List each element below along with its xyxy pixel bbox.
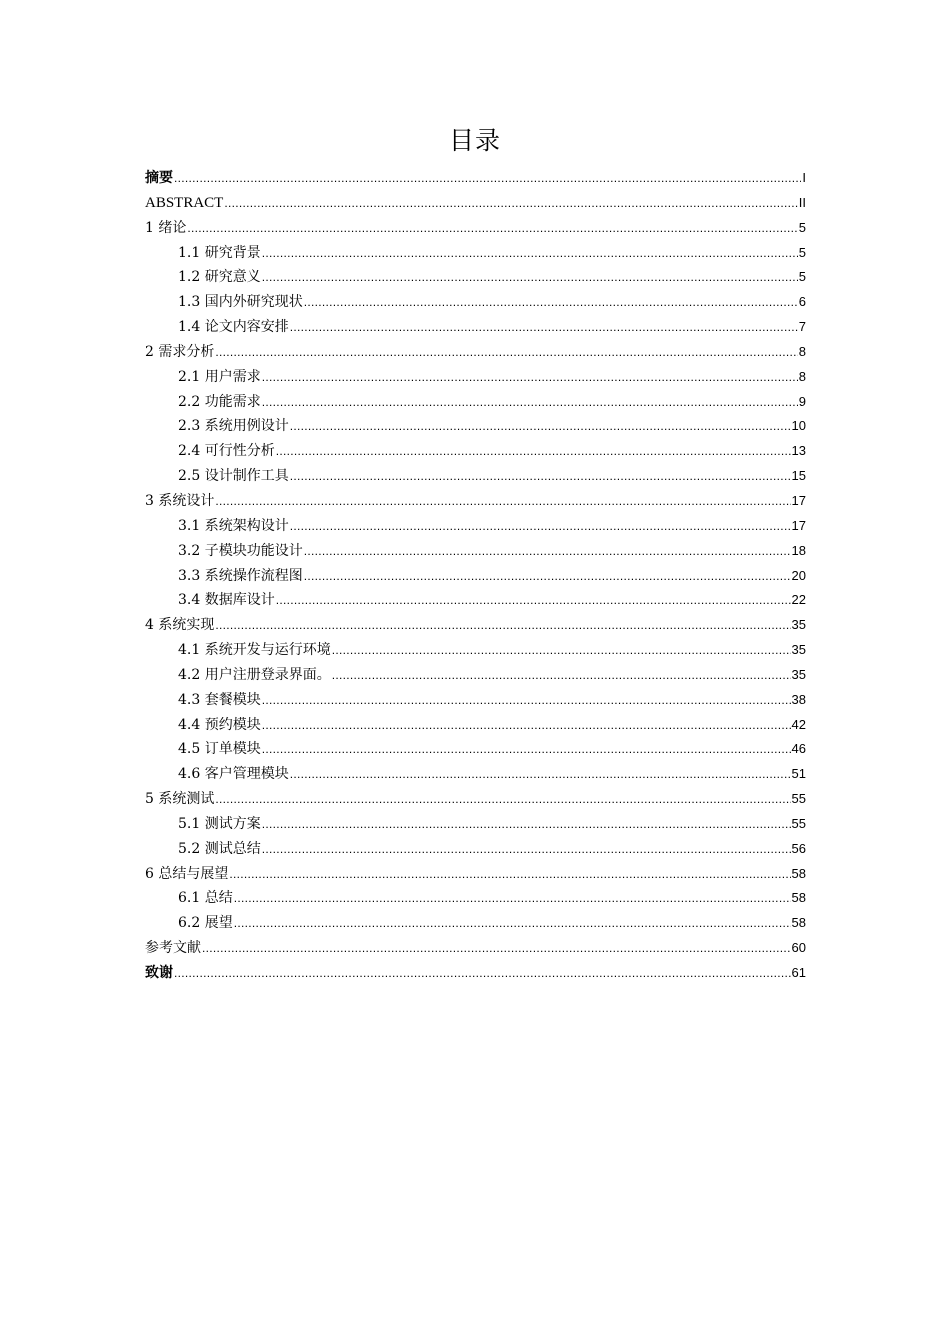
toc-entry-page: II [798, 194, 806, 210]
toc-entry-label: 4.3 套餐模块 [178, 691, 261, 708]
toc-entry[interactable] [145, 613, 806, 638]
toc-dot-leader [174, 961, 791, 986]
toc-entry-label: 6.2 展望 [178, 915, 233, 932]
toc-entry-page: 6 [798, 294, 806, 310]
toc-entry[interactable] [145, 961, 806, 986]
toc-entry-page: 9 [798, 393, 806, 409]
toc-entry-label: 1.1 研究背景 [178, 244, 261, 261]
toc-entry[interactable] [145, 588, 806, 613]
toc-dot-leader [262, 390, 798, 415]
toc-entry[interactable] [145, 837, 806, 862]
toc-dot-leader [234, 886, 791, 911]
toc-dot-leader [187, 216, 797, 241]
toc-entry[interactable] [145, 414, 806, 439]
toc-entry-page: 35 [791, 617, 806, 633]
toc-entry-label: 3.3 系统操作流程图 [178, 567, 303, 584]
toc-dot-leader [229, 862, 790, 887]
toc-entry-page: 17 [791, 492, 806, 508]
toc-entry-page: 35 [791, 642, 806, 658]
toc-dot-leader [332, 663, 791, 688]
toc-entry-label: 1 绪论 [145, 219, 187, 236]
toc-entry-label: 致谢 [145, 965, 173, 981]
toc-entry-page: 8 [798, 368, 806, 384]
toc-entry[interactable] [145, 737, 806, 762]
toc-entry[interactable] [145, 241, 806, 266]
toc-entry-page: 5 [798, 219, 806, 235]
toc-entry-label: 6 总结与展望 [145, 865, 229, 882]
toc-entry-label: 1.3 国内外研究现状 [178, 294, 303, 311]
toc-entry[interactable] [145, 638, 806, 663]
toc-entry-page: I [802, 170, 806, 185]
toc-entry-label: 4.5 订单模块 [178, 741, 261, 758]
toc-entry-page: 8 [798, 343, 806, 359]
toc-entry-label: 1.4 论文内容安排 [178, 319, 289, 336]
toc-entry-page: 61 [791, 965, 806, 980]
toc-dot-leader [202, 936, 791, 961]
toc-entry-page: 7 [798, 319, 806, 335]
page-title: 目录 [448, 126, 501, 155]
toc-entry[interactable] [145, 514, 806, 539]
toc-entry[interactable] [145, 489, 806, 514]
toc-dot-leader [290, 762, 791, 787]
toc-entry-page: 51 [791, 766, 806, 782]
toc-entry[interactable] [145, 290, 806, 315]
toc-entry-page: 42 [791, 716, 806, 732]
toc-entry[interactable] [145, 911, 806, 936]
toc-entry-label: 2.4 可行性分析 [178, 443, 275, 460]
toc-entry-label: 4.4 预约模块 [178, 716, 261, 733]
toc-dot-leader [290, 414, 791, 439]
toc-dot-leader [304, 564, 791, 589]
toc-entry-page: 5 [798, 244, 806, 260]
toc-entry[interactable] [145, 365, 806, 390]
toc-dot-leader [224, 191, 797, 216]
toc-dot-leader [174, 166, 801, 191]
toc-entry[interactable] [145, 191, 806, 216]
toc-dot-leader [276, 588, 791, 613]
toc-entry-label: 3.1 系统架构设计 [178, 517, 289, 534]
toc-entry[interactable] [145, 464, 806, 489]
toc-entry-page: 10 [791, 418, 806, 434]
toc-entry-page: 13 [791, 443, 806, 459]
toc-entry-label: 摘要 [145, 170, 173, 186]
toc-entry[interactable] [145, 265, 806, 290]
toc-dot-leader [276, 439, 791, 464]
toc-entry-label: 5.1 测试方案 [178, 815, 261, 832]
toc-entry-label: 2.3 系统用例设计 [178, 418, 289, 435]
toc-entry-page: 56 [791, 840, 806, 856]
toc-entry[interactable] [145, 166, 806, 191]
toc-entry-page: 35 [791, 666, 806, 682]
toc-entry-label: 4.1 系统开发与运行环境 [178, 642, 331, 659]
toc-dot-leader [262, 241, 798, 266]
toc-entry-page: 60 [791, 940, 806, 956]
toc-dot-leader [262, 812, 791, 837]
toc-entry-page: 55 [791, 791, 806, 807]
toc-entry-label: 6.1 总结 [178, 890, 233, 907]
toc-entry-label: 3.2 子模块功能设计 [178, 542, 303, 559]
toc-entry-label: 5 系统测试 [145, 791, 215, 808]
toc-entry[interactable] [145, 762, 806, 787]
toc-entry[interactable] [145, 315, 806, 340]
toc-entry-label: 2.1 用户需求 [178, 368, 261, 385]
toc-dot-leader [262, 265, 798, 290]
toc-entry-page: 58 [791, 890, 806, 906]
toc-entry-page: 46 [791, 741, 806, 757]
toc-entry[interactable] [145, 439, 806, 464]
toc-entry-label: 4.2 用户注册登录界面。 [178, 666, 331, 683]
toc-entry[interactable] [145, 564, 806, 589]
toc-entry[interactable] [145, 787, 806, 812]
toc-entry-page: 18 [791, 542, 806, 558]
toc-dot-leader [215, 613, 790, 638]
toc-entry-page: 38 [791, 691, 806, 707]
toc-entry-page: 55 [791, 815, 806, 831]
toc-dot-leader [215, 340, 797, 365]
toc-entry-label: 2 需求分析 [145, 343, 215, 360]
toc-entry-label: 2.5 设计制作工具 [178, 468, 289, 485]
toc-entry-label: 参考文献 [145, 940, 201, 957]
toc-entry-label: 3 系统设计 [145, 492, 215, 509]
toc-entry-page: 15 [791, 468, 806, 484]
toc-entry-label: ABSTRACT [145, 194, 224, 211]
toc-dot-leader [215, 787, 790, 812]
toc-entry-page: 58 [791, 865, 806, 881]
toc-dot-leader [290, 514, 791, 539]
toc-entry[interactable] [145, 663, 806, 688]
toc-entry-label: 2.2 功能需求 [178, 393, 261, 410]
toc-entry-label: 4 系统实现 [145, 617, 215, 634]
toc-dot-leader [290, 464, 791, 489]
toc-entry-page: 17 [791, 517, 806, 533]
toc-entry[interactable] [145, 539, 806, 564]
toc-entry[interactable] [145, 886, 806, 911]
toc-entry[interactable] [145, 936, 806, 961]
toc-entry[interactable] [145, 216, 806, 241]
toc-entry[interactable] [145, 812, 806, 837]
toc-dot-leader [262, 365, 798, 390]
toc-entry-page: 5 [798, 269, 806, 285]
toc-entry[interactable] [145, 688, 806, 713]
toc-entry[interactable] [145, 713, 806, 738]
toc-dot-leader [262, 737, 791, 762]
toc-dot-leader [262, 688, 791, 713]
toc-entry-page: 58 [791, 915, 806, 931]
toc-dot-leader [215, 489, 790, 514]
toc-dot-leader [304, 290, 798, 315]
toc-entry[interactable] [145, 340, 806, 365]
toc-entry-label: 1.2 研究意义 [178, 269, 261, 286]
table-of-contents [145, 166, 806, 986]
toc-entry[interactable] [145, 390, 806, 415]
toc-entry-label: 5.2 测试总结 [178, 840, 261, 857]
toc-dot-leader [304, 539, 791, 564]
toc-dot-leader [332, 638, 791, 663]
toc-entry-label: 3.4 数据库设计 [178, 592, 275, 609]
toc-entry[interactable] [145, 862, 806, 887]
toc-dot-leader [290, 315, 798, 340]
toc-dot-leader [262, 837, 791, 862]
toc-dot-leader [262, 713, 791, 738]
toc-entry-page: 20 [791, 567, 806, 583]
toc-dot-leader [234, 911, 791, 936]
toc-entry-label: 4.6 客户管理模块 [178, 766, 289, 783]
toc-entry-page: 22 [791, 592, 806, 608]
